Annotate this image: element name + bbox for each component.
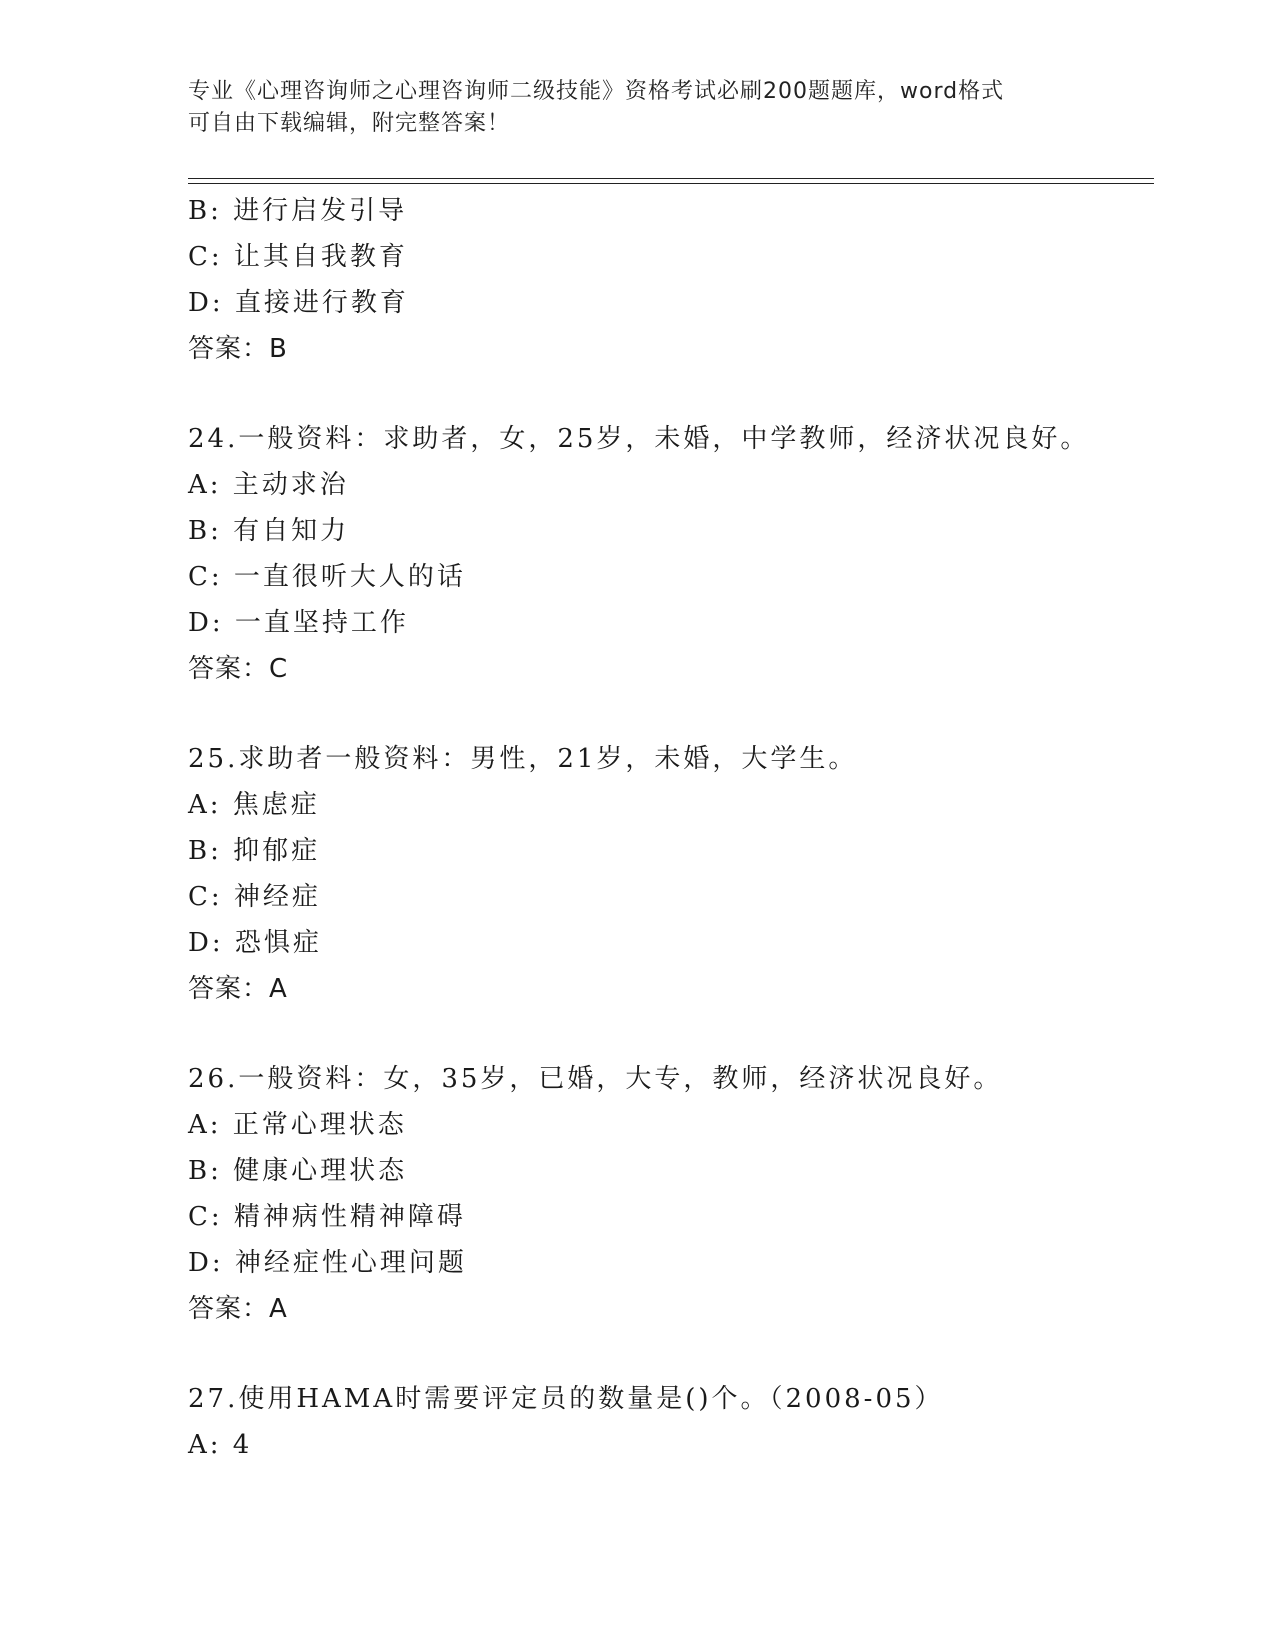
answer-line: 答案：C	[188, 654, 289, 684]
option-d: D: 直接进行教育	[188, 288, 409, 318]
option-b: B: 抑郁症	[188, 836, 321, 866]
option-c: C: 一直很听大人的话	[188, 562, 466, 592]
question-block-27	[188, 1376, 1138, 1468]
option-c: C: 让其自我教育	[188, 242, 408, 272]
option-b: B: 有自知力	[188, 516, 350, 546]
question-text: 25.求助者一般资料：男性，21岁，未婚，大学生。	[188, 744, 858, 774]
document-header	[188, 76, 1088, 140]
question-list	[188, 188, 1138, 1468]
option-d: D: 一直坚持工作	[188, 608, 409, 638]
answer-line: 答案：A	[188, 974, 288, 1004]
question-block-26	[188, 1056, 1138, 1332]
option-a: A: 主动求治	[188, 470, 349, 500]
option-c: C: 精神病性精神障碍	[188, 1202, 466, 1232]
option-a: A: 正常心理状态	[188, 1110, 407, 1140]
question-block-24	[188, 416, 1138, 692]
question-block-25	[188, 736, 1138, 1012]
question-text: 24.一般资料：求助者，女，25岁，未婚，中学教师，经济状况良好。	[188, 424, 1090, 454]
option-d: D: 恐惧症	[188, 928, 322, 958]
option-c: C: 神经症	[188, 882, 321, 912]
option-a: A: 焦虑症	[188, 790, 320, 820]
option-d: D: 神经症性心理问题	[188, 1248, 467, 1278]
header-divider-bottom	[188, 183, 1154, 184]
header-divider-top	[188, 178, 1154, 179]
question-text: 26.一般资料：女，35岁，已婚，大专，教师，经济状况良好。	[188, 1064, 1003, 1094]
answer-line: 答案：A	[188, 1294, 288, 1324]
question-text: 27.使用HAMA时需要评定员的数量是()个。（2008-05）	[188, 1384, 944, 1414]
question-block-23	[188, 188, 1138, 372]
option-b: B: 进行启发引导	[188, 196, 408, 226]
option-b: B: 健康心理状态	[188, 1156, 408, 1186]
header-title-line-2: 可自由下载编辑，附完整答案！	[188, 111, 511, 136]
answer-line: 答案：B	[188, 334, 288, 364]
header-title-line-1: 专业《心理咨询师之心理咨询师二级技能》资格考试必刷200题题库，word格式	[188, 79, 1005, 104]
option-a: A: 4	[188, 1430, 253, 1460]
